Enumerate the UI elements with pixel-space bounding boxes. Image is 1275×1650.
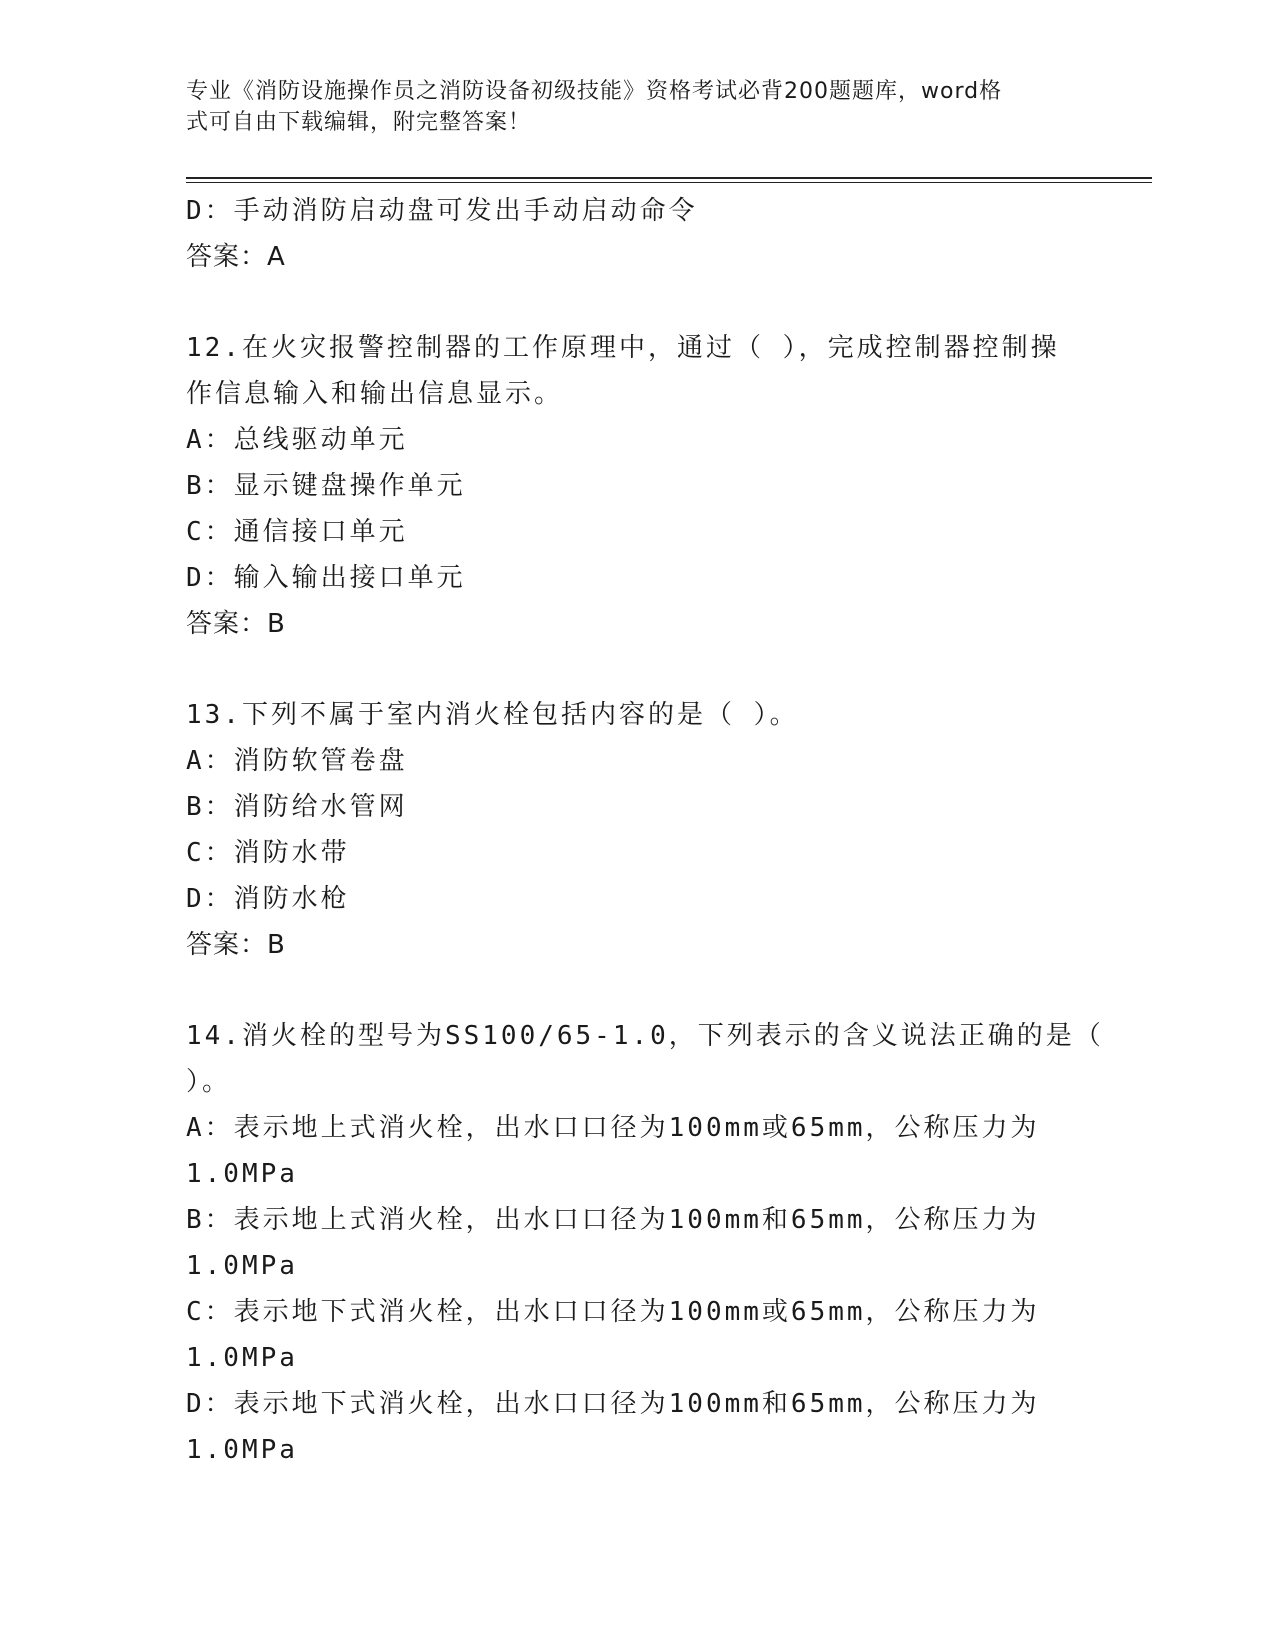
q13-option-c: C：消防水带 (186, 838, 350, 868)
q13-stem-line-1: 13.下列不属于室内消火栓包括内容的是（ ）。 (186, 700, 799, 730)
q14-stem-line-2: ）。 (186, 1067, 232, 1097)
q13-answer: 答案：B (186, 930, 286, 960)
document-header (186, 76, 1066, 138)
q14-option-c-line-2: 1.0MPa (186, 1343, 298, 1373)
q14-option-b-line-2: 1.0MPa (186, 1251, 298, 1281)
q14-option-d-line-1: D：表示地下式消火栓，出水口口径为100mm和65mm，公称压力为 (186, 1389, 1040, 1419)
q14-option-c-line-1: C：表示地下式消火栓，出水口口径为100mm或65mm，公称压力为 (186, 1297, 1040, 1327)
q12-option-a: A：总线驱动单元 (186, 425, 408, 455)
q14-stem-line-1: 14.消火栓的型号为SS100/65-1.0，下列表示的含义说法正确的是（ (186, 1021, 1104, 1051)
question-11-fragment (186, 188, 1086, 280)
spacer (186, 647, 1086, 692)
q12-answer: 答案：B (186, 609, 286, 639)
q12-option-d: D：输入输出接口单元 (186, 563, 466, 593)
spacer (186, 280, 1086, 325)
q12-option-b: B：显示键盘操作单元 (186, 471, 466, 501)
question-14 (186, 1013, 1104, 1473)
header-line-1: 专业《消防设施操作员之消防设备初级技能》资格考试必背200题题库，word格 (186, 79, 1003, 104)
question-12 (186, 325, 1086, 647)
q13-option-b: B：消防给水管网 (186, 792, 408, 822)
q11-answer: 答案：A (186, 242, 286, 272)
header-line-2: 式可自由下载编辑，附完整答案！ (186, 110, 532, 135)
header-divider-thin (186, 182, 1152, 183)
header-divider-thick (186, 177, 1152, 179)
q12-option-c: C：通信接口单元 (186, 517, 408, 547)
q12-stem-line-1: 12.在火灾报警控制器的工作原理中，通过（ ），完成控制器控制操 (186, 333, 1060, 363)
spacer (186, 968, 1086, 1013)
question-13 (186, 692, 1086, 968)
q13-option-a: A：消防软管卷盘 (186, 746, 408, 776)
q11-option-d: D：手动消防启动盘可发出手动启动命令 (186, 196, 698, 226)
q14-option-a-line-1: A：表示地上式消火栓，出水口口径为100mm或65mm，公称压力为 (186, 1113, 1040, 1143)
q12-stem-line-2: 作信息输入和输出信息显示。 (186, 379, 564, 409)
question-content (186, 188, 1104, 1473)
q14-option-b-line-1: B：表示地上式消火栓，出水口口径为100mm和65mm，公称压力为 (186, 1205, 1040, 1235)
q14-option-d-line-2: 1.0MPa (186, 1435, 298, 1465)
q13-option-d: D：消防水枪 (186, 884, 350, 914)
q14-option-a-line-2: 1.0MPa (186, 1159, 298, 1189)
